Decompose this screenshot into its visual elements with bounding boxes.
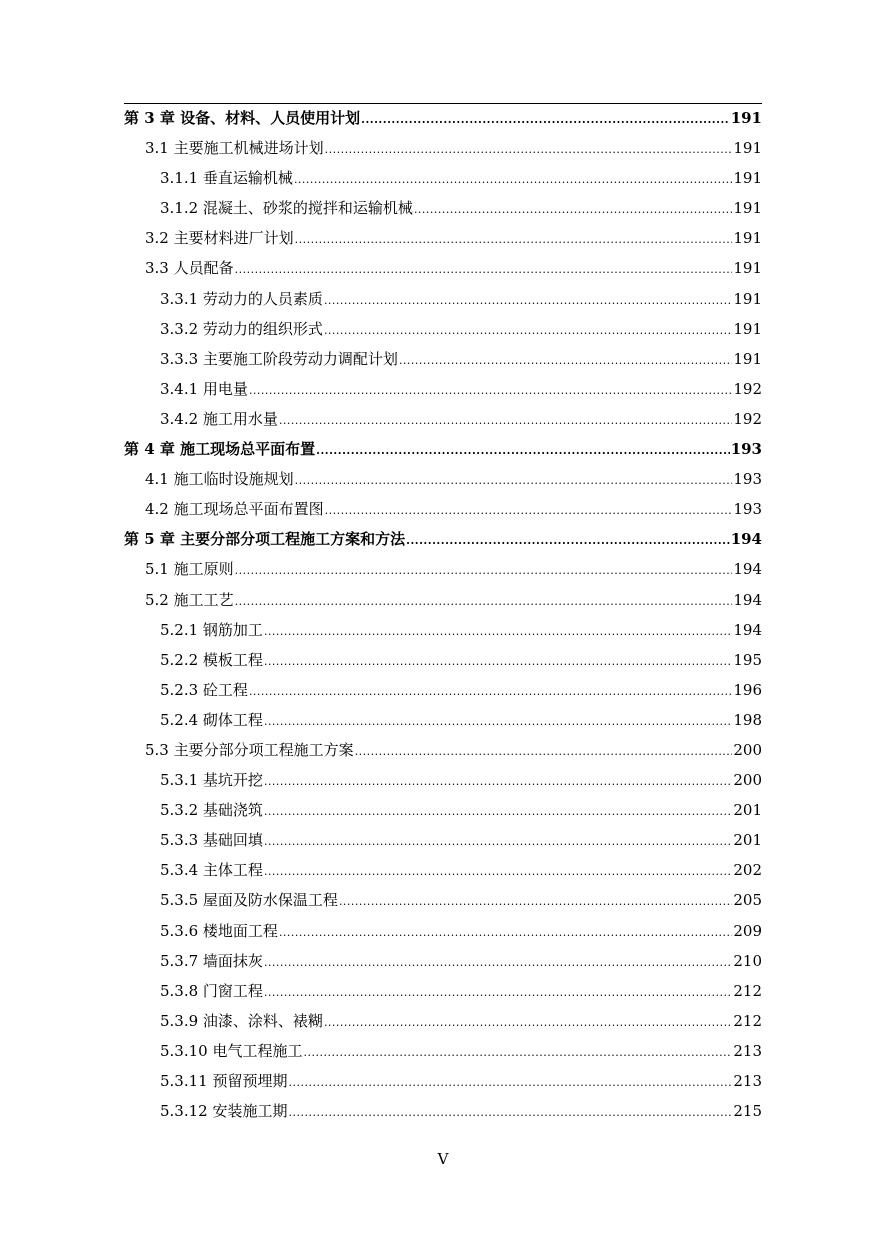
- toc-section-entry[interactable]: [124, 193, 762, 223]
- toc-entry-page: 191: [733, 319, 762, 338]
- dot-leader: [264, 767, 732, 797]
- toc-entry-page: 201: [733, 831, 762, 850]
- toc-entry-page: 193: [730, 440, 762, 459]
- dot-leader: [288, 1098, 732, 1128]
- toc-entry-page: 201: [733, 801, 762, 820]
- toc-entry-page: 192: [733, 409, 762, 428]
- dot-leader: [264, 948, 732, 978]
- toc-entry-page: 196: [733, 680, 762, 699]
- toc-section-entry[interactable]: [124, 554, 762, 584]
- dot-leader: [279, 918, 732, 948]
- toc-section-entry[interactable]: [124, 404, 762, 434]
- toc-section-entry[interactable]: [124, 1036, 762, 1066]
- dot-leader: [406, 526, 730, 556]
- dot-leader: [279, 406, 732, 436]
- toc-section-entry[interactable]: [124, 1096, 762, 1126]
- dot-leader: [324, 1008, 732, 1038]
- dot-leader: [294, 165, 732, 195]
- toc-entry-title: 4.2 施工现场总平面布置图: [145, 500, 324, 519]
- toc-entry-page: 194: [733, 590, 762, 609]
- toc-entry-title: 4.1 施工临时设施规划: [145, 470, 294, 489]
- toc-entry-title: 3.2 主要材料进厂计划: [145, 229, 294, 248]
- toc-section-entry[interactable]: [124, 314, 762, 344]
- toc-entry-title: 3.3.1 劳动力的人员素质: [160, 289, 323, 308]
- toc-entry-title: 3.3.3 主要施工阶段劳动力调配计划: [160, 349, 398, 368]
- toc-entry-title: 第 4 章 施工现场总平面布置: [124, 440, 316, 459]
- toc-section-entry[interactable]: [124, 885, 762, 915]
- toc-entry-page: 194: [733, 620, 762, 639]
- toc-chapter-entry[interactable]: [124, 103, 762, 133]
- toc-section-entry[interactable]: [124, 374, 762, 404]
- toc-entry-page: 215: [733, 1102, 762, 1121]
- toc-entry-page: 200: [733, 740, 762, 759]
- toc-entry-title: 3.1.2 混凝土、砂浆的搅拌和运输机械: [160, 199, 413, 218]
- toc-section-entry[interactable]: [124, 675, 762, 705]
- toc-entry-title: 5.2 施工工艺: [145, 590, 234, 609]
- toc-section-entry[interactable]: [124, 855, 762, 885]
- dot-leader: [264, 827, 732, 857]
- toc-entry-title: 5.3 主要分部分项工程施工方案: [145, 740, 354, 759]
- toc-entry-title: 5.3.10 电气工程施工: [160, 1041, 303, 1060]
- toc-entry-title: 第 5 章 主要分部分项工程施工方案和方法: [124, 530, 406, 549]
- dot-leader: [295, 466, 733, 496]
- dot-leader: [324, 286, 732, 316]
- dot-leader: [324, 316, 732, 346]
- toc-section-entry[interactable]: [124, 494, 762, 524]
- toc-entry-page: 193: [733, 470, 762, 489]
- toc-entry-title: 5.3.4 主体工程: [160, 861, 263, 880]
- toc-section-entry[interactable]: [124, 344, 762, 374]
- toc-entry-title: 5.3.12 安装施工期: [160, 1102, 288, 1121]
- table-of-contents: [124, 103, 762, 1126]
- toc-section-entry[interactable]: [124, 946, 762, 976]
- toc-entry-page: 194: [730, 530, 762, 549]
- toc-entry-page: 202: [733, 861, 762, 880]
- toc-entry-page: 191: [733, 289, 762, 308]
- toc-entry-title: 5.3.1 基坑开挖: [160, 771, 263, 790]
- dot-leader: [316, 436, 730, 466]
- dot-leader: [264, 797, 732, 827]
- toc-entry-page: 198: [733, 710, 762, 729]
- toc-entry-page: 191: [733, 259, 762, 278]
- toc-entry-title: 5.3.11 预留预埋期: [160, 1072, 288, 1090]
- toc-section-entry[interactable]: [124, 765, 762, 795]
- toc-entry-page: 212: [733, 1011, 762, 1030]
- toc-section-entry[interactable]: [124, 253, 762, 283]
- toc-section-entry[interactable]: [124, 1066, 762, 1096]
- dot-leader: [235, 556, 733, 586]
- toc-section-entry[interactable]: [124, 795, 762, 825]
- toc-section-entry[interactable]: [124, 825, 762, 855]
- toc-entry-page: 191: [733, 169, 762, 188]
- toc-entry-title: 3.3 人员配备: [145, 259, 234, 278]
- dot-leader: [361, 105, 730, 135]
- dot-leader: [235, 255, 733, 285]
- toc-entry-title: 5.3.8 门窗工程: [160, 981, 263, 1000]
- toc-entry-title: 5.2.1 钢筋加工: [160, 620, 263, 639]
- toc-entry-page: 200: [733, 771, 762, 790]
- dot-leader: [339, 887, 732, 917]
- dot-leader: [235, 587, 733, 617]
- dot-leader: [264, 707, 732, 737]
- toc-entry-page: 191: [733, 199, 762, 218]
- dot-leader: [399, 346, 732, 376]
- toc-entry-page: 212: [733, 981, 762, 1000]
- dot-leader: [264, 978, 732, 1008]
- toc-entry-page: 191: [733, 139, 762, 158]
- toc-entry-page: 194: [733, 560, 762, 579]
- dot-leader: [355, 737, 733, 767]
- toc-section-entry[interactable]: [124, 163, 762, 193]
- dot-leader: [295, 225, 733, 255]
- dot-leader: [264, 647, 732, 677]
- toc-section-entry[interactable]: [124, 916, 762, 946]
- dot-leader: [325, 496, 733, 526]
- toc-entry-title: 5.3.3 基础回填: [160, 831, 263, 850]
- toc-entry-title: 5.2.4 砌体工程: [160, 710, 263, 729]
- toc-entry-page: 209: [733, 921, 762, 940]
- toc-entry-title: 5.3.7 墙面抹灰: [160, 951, 263, 970]
- toc-entry-page: 191: [730, 109, 762, 127]
- toc-entry-title: 5.3.9 油漆、涂料、裱糊: [160, 1011, 323, 1030]
- toc-entry-page: 193: [733, 500, 762, 519]
- toc-entry-title: 3.3.2 劳动力的组织形式: [160, 319, 323, 338]
- toc-entry-title: 3.4.2 施工用水量: [160, 409, 278, 428]
- toc-entry-title: 5.1 施工原则: [145, 560, 234, 579]
- toc-entry-page: 191: [733, 229, 762, 248]
- toc-section-entry[interactable]: [124, 705, 762, 735]
- toc-entry-title: 5.2.3 砼工程: [160, 680, 248, 699]
- toc-entry-title: 5.3.6 楼地面工程: [160, 921, 278, 940]
- dot-leader: [249, 376, 732, 406]
- toc-section-entry[interactable]: [124, 735, 762, 765]
- toc-entry-title: 3.4.1 用电量: [160, 379, 248, 398]
- toc-entry-page: 205: [733, 891, 762, 910]
- toc-entry-title: 第 3 章 设备、材料、人员使用计划: [124, 109, 361, 127]
- page-number: V: [437, 1150, 449, 1168]
- toc-entry-title: 5.3.2 基础浇筑: [160, 801, 263, 820]
- toc-section-entry[interactable]: [124, 1006, 762, 1036]
- dot-leader: [288, 1068, 732, 1098]
- dot-leader: [249, 677, 732, 707]
- toc-entry-page: 213: [733, 1072, 762, 1090]
- dot-leader: [264, 617, 732, 647]
- toc-entry-page: 195: [733, 650, 762, 669]
- toc-entry-page: 191: [733, 349, 762, 368]
- toc-entry-title: 5.3.5 屋面及防水保温工程: [160, 891, 338, 910]
- dot-leader: [264, 857, 732, 887]
- toc-section-entry[interactable]: [124, 976, 762, 1006]
- toc-section-entry[interactable]: [124, 645, 762, 675]
- toc-entry-title: 3.1 主要施工机械进场计划: [145, 139, 324, 158]
- dot-leader: [414, 195, 732, 225]
- toc-entry-page: 192: [733, 379, 762, 398]
- toc-section-entry[interactable]: [124, 284, 762, 314]
- toc-section-entry[interactable]: [124, 133, 762, 163]
- dot-leader: [325, 135, 733, 165]
- toc-entry-page: 210: [733, 951, 762, 970]
- toc-chapter-entry[interactable]: [124, 524, 762, 554]
- toc-section-entry[interactable]: [124, 464, 762, 494]
- toc-entry-page: 213: [733, 1041, 762, 1060]
- toc-entry-title: 5.2.2 模板工程: [160, 650, 263, 669]
- toc-entry-title: 3.1.1 垂直运输机械: [160, 169, 293, 188]
- dot-leader: [303, 1038, 732, 1068]
- toc-section-entry[interactable]: [124, 585, 762, 615]
- toc-section-entry[interactable]: [124, 615, 762, 645]
- toc-chapter-entry[interactable]: [124, 434, 762, 464]
- toc-section-entry[interactable]: [124, 223, 762, 253]
